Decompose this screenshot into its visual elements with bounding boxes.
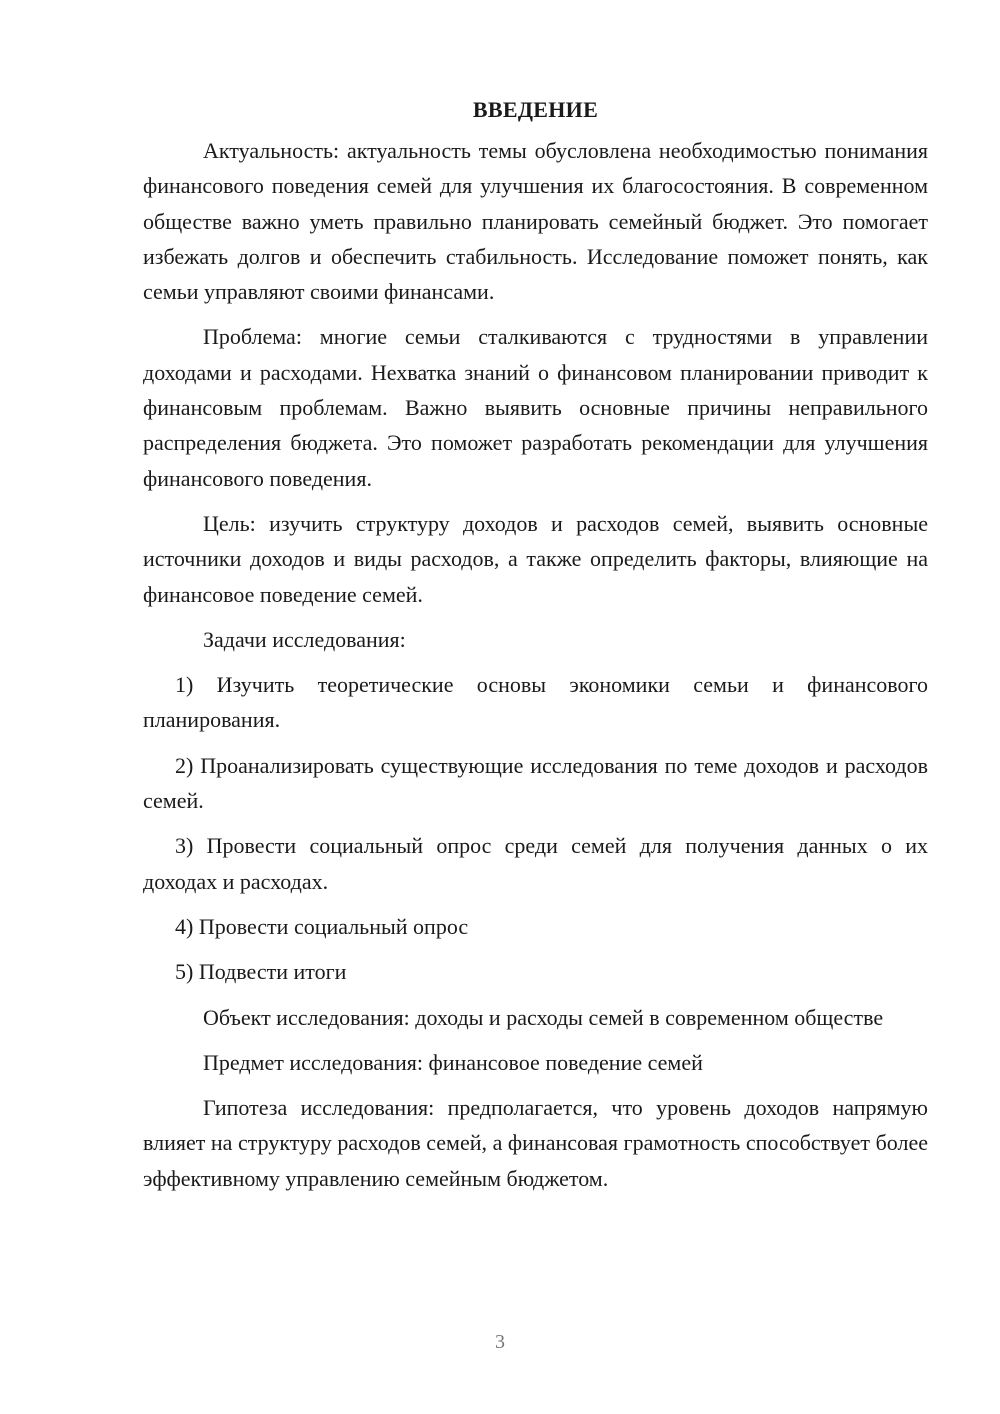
paragraph-subject: Предмет исследования: финансовое поведение семей: [203, 1049, 703, 1075]
tasks-heading: Задачи исследования:: [203, 626, 406, 652]
task-item-3: 3) Провести социальный опрос среди семей для получения данных о их доходах и расходах.: [143, 833, 928, 894]
paragraph-object: Объект исследования: доходы и расходы семей в современном обществе: [203, 1004, 884, 1030]
paragraph-problem: Проблема: многие семьи сталкиваются с трудностями в управлении доходами и расходами. Нехватка знаний о финансовом планировании приводит к финансовым проблемам. Важно выявить основные причины неправильного распределения бюджета. Это поможет разработать рекомендации для улучшения финансового поведения.: [143, 324, 928, 491]
page-title: ВВЕДЕНИЕ: [472, 97, 599, 122]
page-content: [143, 92, 928, 1206]
task-item-5: 5) Подвести итоги: [175, 959, 347, 985]
paragraph-goal: Цель: изучить структуру доходов и расходов семей, выявить основные источники доходов и виды расходов, а также определить факторы, влияющие на финансовое поведение семей.: [143, 510, 928, 607]
page-number: 3: [495, 1331, 505, 1353]
paragraph-hypothesis: Гипотеза исследования: предполагается, что уровень доходов напрямую влияет на структуру расходов семей, а финансовая грамотность способствует более эффективному управлению семейным бюджетом.: [143, 1095, 928, 1191]
paragraph-relevance: Актуальность: актуальность темы обусловлена необходимостью понимания финансового поведения семей для улучшения их благосостояния. В современном обществе важно уметь правильно планировать семейный бюджет. Это помогает избежать долгов и обеспечить стабильность. Исследование поможет понять, как семьи управляют своими финансами.: [143, 138, 928, 305]
task-item-4: 4) Провести социальный опрос: [175, 913, 469, 939]
task-item-1: 1) Изучить теоретические основы экономики семьи и финансового планирования.: [143, 672, 928, 733]
task-item-2: 2) Проанализировать существующие исследования по теме доходов и расходов семей.: [143, 752, 928, 814]
